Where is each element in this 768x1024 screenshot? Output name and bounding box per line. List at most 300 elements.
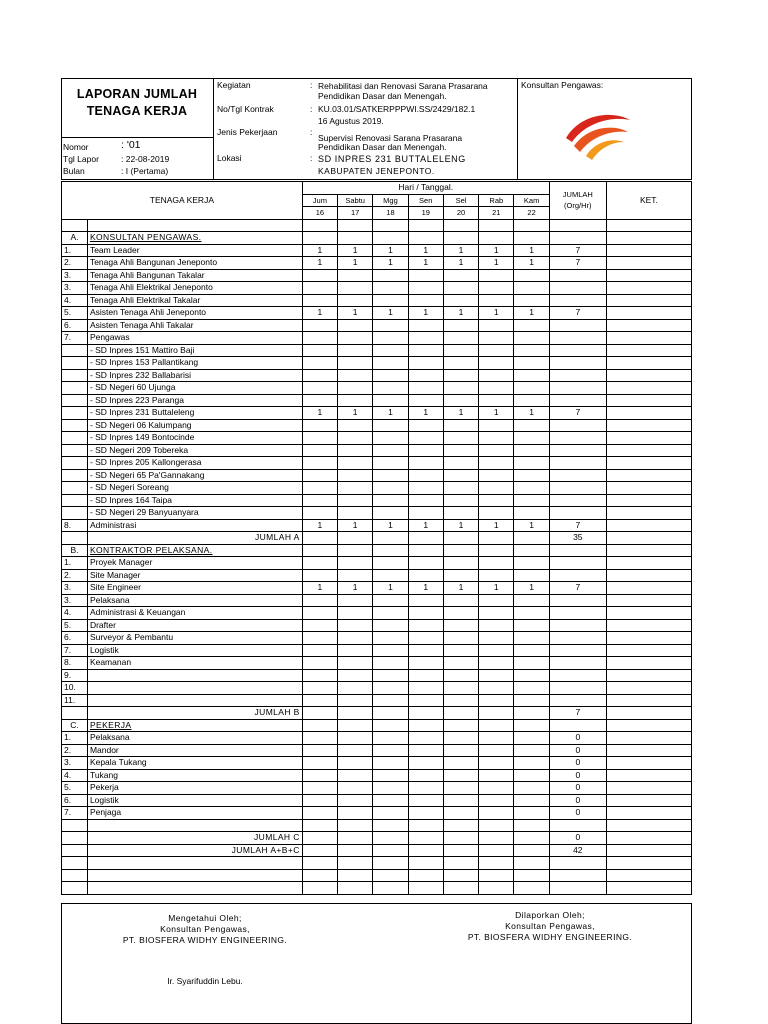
row-number: 4.	[62, 607, 88, 620]
day-cell	[338, 469, 373, 482]
day-cell	[514, 282, 549, 295]
day-cell	[443, 432, 478, 445]
row-label	[87, 219, 302, 232]
ket-cell	[606, 544, 691, 557]
total-value: 42	[549, 844, 606, 857]
day-cell: 1	[373, 257, 408, 270]
day-cell	[338, 432, 373, 445]
row-number	[62, 832, 88, 845]
day-cell: 1	[302, 582, 337, 595]
day-cell	[302, 869, 337, 882]
section-row	[62, 232, 692, 245]
ket-cell	[606, 394, 691, 407]
day-cell	[338, 832, 373, 845]
day-cell	[514, 857, 549, 870]
day-cell	[479, 694, 514, 707]
day-cell	[408, 819, 443, 832]
row-label: Administrasi	[87, 519, 302, 532]
day-cell	[302, 757, 337, 770]
day-header: Kam	[514, 194, 549, 207]
kegiatan-value-1: Rehabilitasi dan Renovasi Sarana Prasarana	[318, 81, 488, 91]
day-cell	[514, 882, 549, 895]
day-cell	[443, 632, 478, 645]
day-cell	[408, 794, 443, 807]
day-header: Rab	[479, 194, 514, 207]
day-cell	[373, 619, 408, 632]
row-number	[62, 494, 88, 507]
kontrak-value-2: 16 Agustus 2019.	[318, 116, 384, 126]
day-cell	[302, 507, 337, 520]
total-value: 0	[549, 832, 606, 845]
day-cell	[338, 269, 373, 282]
jumlah-cell	[549, 694, 606, 707]
day-cell	[514, 219, 549, 232]
row-label: Tenaga Ahli Elektrikal Takalar	[87, 294, 302, 307]
row-number: 5.	[62, 619, 88, 632]
day-cell	[514, 657, 549, 670]
jumlah-cell	[549, 319, 606, 332]
ket-cell	[606, 719, 691, 732]
day-cell	[514, 469, 549, 482]
row-label: Logistik	[87, 794, 302, 807]
day-cell	[302, 744, 337, 757]
total-row	[62, 832, 692, 845]
row-number: 7.	[62, 644, 88, 657]
day-cell	[443, 457, 478, 470]
day-cell	[479, 232, 514, 245]
day-cell	[408, 544, 443, 557]
day-cell	[338, 669, 373, 682]
day-cell	[514, 694, 549, 707]
ket-cell	[606, 769, 691, 782]
jumlah-cell: 0	[549, 794, 606, 807]
row-number: 3.	[62, 269, 88, 282]
row-number	[62, 819, 88, 832]
day-cell	[302, 382, 337, 395]
row-label: - SD Inpres 153 Pallantikang	[87, 357, 302, 370]
day-cell	[302, 282, 337, 295]
day-cell	[338, 657, 373, 670]
day-cell	[443, 507, 478, 520]
ket-cell	[606, 419, 691, 432]
day-cell	[443, 844, 478, 857]
row-label	[87, 682, 302, 695]
day-cell	[479, 619, 514, 632]
day-cell	[373, 319, 408, 332]
day-cell	[408, 432, 443, 445]
ket-cell	[606, 744, 691, 757]
row-label: Surveyor & Pembantu	[87, 632, 302, 645]
row-label: Pekerja	[87, 782, 302, 795]
day-cell	[514, 507, 549, 520]
day-cell	[443, 494, 478, 507]
day-header: Sabtu	[338, 194, 373, 207]
day-cell	[514, 332, 549, 345]
ket-cell	[606, 519, 691, 532]
row-number: 2.	[62, 744, 88, 757]
day-cell	[373, 394, 408, 407]
day-cell	[338, 332, 373, 345]
date-header: 21	[479, 207, 514, 220]
table-row	[62, 494, 692, 507]
row-number	[62, 219, 88, 232]
jumlah-cell	[549, 669, 606, 682]
jumlah-cell	[549, 369, 606, 382]
day-cell	[373, 882, 408, 895]
day-cell	[338, 569, 373, 582]
table-row	[62, 382, 692, 395]
total-value: 7	[549, 707, 606, 720]
day-cell	[443, 782, 478, 795]
row-number: 7.	[62, 807, 88, 820]
day-cell	[302, 369, 337, 382]
day-cell	[514, 744, 549, 757]
row-label	[87, 694, 302, 707]
ket-cell	[606, 582, 691, 595]
ket-cell	[606, 482, 691, 495]
jumlah-cell	[549, 682, 606, 695]
day-cell: 1	[408, 582, 443, 595]
table-row	[62, 857, 692, 870]
day-cell	[373, 469, 408, 482]
total-label: JUMLAH C	[87, 832, 302, 845]
ket-cell	[606, 882, 691, 895]
day-cell	[514, 832, 549, 845]
row-label: Administrasi & Keuangan	[87, 607, 302, 620]
day-cell	[408, 444, 443, 457]
day-cell	[302, 882, 337, 895]
day-cell	[408, 394, 443, 407]
day-cell: 1	[479, 307, 514, 320]
jumlah-cell	[549, 357, 606, 370]
day-cell	[408, 419, 443, 432]
day-cell: 1	[443, 407, 478, 420]
row-number: 6.	[62, 632, 88, 645]
day-cell	[373, 457, 408, 470]
row-label: Tenaga Ahli Bangunan Jeneponto	[87, 257, 302, 270]
row-label: Team Leader	[87, 244, 302, 257]
jenis-value-2: Pendidikan Dasar dan Menengah.	[318, 142, 447, 152]
row-number	[62, 369, 88, 382]
day-cell	[514, 457, 549, 470]
day-cell	[338, 419, 373, 432]
row-label: - SD Inpres 223 Paranga	[87, 394, 302, 407]
lokasi-value-2: KABUPATEN JENEPONTO.	[318, 166, 435, 176]
jumlah-cell: 0	[549, 757, 606, 770]
row-label: - SD Inpres 231 Buttaleleng	[87, 407, 302, 420]
row-number: 1.	[62, 244, 88, 257]
day-cell	[479, 432, 514, 445]
day-cell: 1	[338, 519, 373, 532]
table-row	[62, 669, 692, 682]
row-number: 6.	[62, 794, 88, 807]
day-cell	[479, 507, 514, 520]
day-cell	[302, 419, 337, 432]
nomor-value: : '01	[121, 139, 141, 151]
ket-cell	[606, 244, 691, 257]
table-row	[62, 469, 692, 482]
day-cell: 1	[479, 257, 514, 270]
row-number: 11.	[62, 694, 88, 707]
day-cell	[479, 344, 514, 357]
section-row	[62, 719, 692, 732]
day-cell	[514, 569, 549, 582]
day-cell	[408, 482, 443, 495]
day-cell	[408, 769, 443, 782]
row-number: 3.	[62, 757, 88, 770]
day-cell	[479, 632, 514, 645]
day-cell	[338, 344, 373, 357]
day-cell	[514, 544, 549, 557]
table-row	[62, 769, 692, 782]
day-cell	[443, 469, 478, 482]
day-cell	[514, 619, 549, 632]
tgl-lapor-label: Tgl Lapor	[63, 154, 99, 164]
colon: :	[310, 80, 313, 90]
row-number: 8.	[62, 657, 88, 670]
total-row	[62, 707, 692, 720]
day-cell	[373, 807, 408, 820]
day-cell	[338, 319, 373, 332]
day-cell	[443, 282, 478, 295]
jumlah-cell	[549, 657, 606, 670]
section-letter: C.	[62, 719, 88, 732]
row-label	[87, 882, 302, 895]
day-cell	[338, 457, 373, 470]
day-cell: 1	[373, 407, 408, 420]
total-row	[62, 532, 692, 545]
day-cell	[479, 369, 514, 382]
row-number	[62, 882, 88, 895]
day-cell	[338, 707, 373, 720]
table-row	[62, 394, 692, 407]
date-header: 19	[408, 207, 443, 220]
day-cell: 1	[373, 244, 408, 257]
table-row	[62, 632, 692, 645]
day-cell	[443, 532, 478, 545]
day-cell	[338, 807, 373, 820]
ket-cell	[606, 869, 691, 882]
table-row	[62, 519, 692, 532]
row-label: Proyek Manager	[87, 557, 302, 570]
jumlah-cell	[549, 282, 606, 295]
kegiatan-value-2: Pendidikan Dasar dan Menengah.	[318, 91, 447, 101]
day-cell	[338, 619, 373, 632]
day-cell	[514, 319, 549, 332]
row-label: - SD Negeri 60 Ujunga	[87, 382, 302, 395]
day-cell	[302, 819, 337, 832]
day-cell	[443, 419, 478, 432]
day-cell	[514, 444, 549, 457]
col-jumlah	[549, 182, 606, 220]
day-cell	[338, 219, 373, 232]
table-row	[62, 419, 692, 432]
row-number: 4.	[62, 294, 88, 307]
row-number	[62, 532, 88, 545]
day-header: Sen	[408, 194, 443, 207]
row-number	[62, 357, 88, 370]
ket-cell	[606, 669, 691, 682]
table-row	[62, 732, 692, 745]
col-jumlah-unit: (Org/Hr)	[564, 201, 592, 211]
day-cell: 1	[302, 244, 337, 257]
day-cell	[443, 757, 478, 770]
day-cell	[302, 344, 337, 357]
day-cell	[514, 794, 549, 807]
day-cell	[479, 744, 514, 757]
day-cell	[514, 682, 549, 695]
day-cell	[443, 557, 478, 570]
row-number: 1.	[62, 557, 88, 570]
day-cell	[408, 507, 443, 520]
company-logo	[560, 108, 634, 164]
jumlah-cell	[549, 494, 606, 507]
day-cell	[479, 482, 514, 495]
jumlah-cell	[549, 269, 606, 282]
jumlah-cell	[549, 869, 606, 882]
row-label: Tukang	[87, 769, 302, 782]
day-cell	[408, 669, 443, 682]
day-cell	[479, 857, 514, 870]
table-row	[62, 657, 692, 670]
day-cell: 1	[302, 519, 337, 532]
day-cell	[514, 819, 549, 832]
row-label: Site Engineer	[87, 582, 302, 595]
day-cell	[408, 282, 443, 295]
table-row	[62, 407, 692, 420]
row-number: 3.	[62, 594, 88, 607]
day-cell	[479, 869, 514, 882]
day-cell	[338, 444, 373, 457]
day-cell	[408, 844, 443, 857]
total-label: JUMLAH B	[87, 707, 302, 720]
day-cell: 1	[338, 244, 373, 257]
day-cell	[338, 544, 373, 557]
day-cell	[408, 232, 443, 245]
day-cell	[302, 332, 337, 345]
day-cell: 1	[338, 307, 373, 320]
day-cell	[338, 282, 373, 295]
row-label: Pengawas	[87, 332, 302, 345]
day-cell	[373, 844, 408, 857]
day-cell	[373, 282, 408, 295]
day-cell	[514, 482, 549, 495]
ket-cell	[606, 257, 691, 270]
col-ket: KET.	[606, 182, 691, 220]
day-cell	[338, 369, 373, 382]
day-cell	[514, 719, 549, 732]
jumlah-cell	[549, 544, 606, 557]
row-label	[87, 857, 302, 870]
day-cell	[479, 219, 514, 232]
day-cell: 1	[443, 582, 478, 595]
row-label: - SD Negeri 29 Banyuanyara	[87, 507, 302, 520]
day-cell	[302, 832, 337, 845]
row-label: - SD Inpres 232 Ballabarisi	[87, 369, 302, 382]
day-header: Sel	[443, 194, 478, 207]
day-cell: 1	[479, 519, 514, 532]
ket-cell	[606, 782, 691, 795]
ket-cell	[606, 507, 691, 520]
table-row	[62, 557, 692, 570]
day-cell	[338, 482, 373, 495]
day-cell	[479, 819, 514, 832]
day-cell	[302, 807, 337, 820]
colon: :	[310, 153, 313, 163]
day-cell	[408, 569, 443, 582]
day-cell	[302, 682, 337, 695]
jumlah-cell: 7	[549, 519, 606, 532]
date-header: 22	[514, 207, 549, 220]
day-cell	[443, 344, 478, 357]
day-cell	[479, 669, 514, 682]
day-cell	[514, 232, 549, 245]
day-cell: 1	[514, 407, 549, 420]
day-cell	[302, 457, 337, 470]
day-cell	[479, 682, 514, 695]
jumlah-cell: 7	[549, 244, 606, 257]
section-letter: B.	[62, 544, 88, 557]
day-cell: 1	[514, 307, 549, 320]
table-row	[62, 819, 692, 832]
day-cell	[373, 569, 408, 582]
day-cell: 1	[514, 244, 549, 257]
jumlah-cell	[549, 607, 606, 620]
day-cell	[514, 669, 549, 682]
day-cell	[443, 319, 478, 332]
day-cell	[373, 357, 408, 370]
day-cell: 1	[514, 257, 549, 270]
day-cell	[373, 532, 408, 545]
ket-cell	[606, 407, 691, 420]
day-cell	[514, 769, 549, 782]
row-label	[87, 819, 302, 832]
table-row	[62, 257, 692, 270]
jumlah-cell	[549, 569, 606, 582]
jumlah-cell	[549, 557, 606, 570]
jumlah-cell: 7	[549, 582, 606, 595]
report-title: LAPORAN JUMLAH TENAGA KERJA	[76, 87, 198, 118]
row-number	[62, 482, 88, 495]
day-cell	[408, 857, 443, 870]
footer-left: Mengetahui Oleh; Konsultan Pengawas, PT. BIOSFERA WIDHY ENGINEERING.	[122, 913, 288, 945]
day-cell	[408, 607, 443, 620]
ket-cell	[606, 807, 691, 820]
jumlah-cell	[549, 594, 606, 607]
bulan-value: : I (Pertama)	[121, 166, 169, 176]
ket-cell	[606, 232, 691, 245]
day-cell	[443, 819, 478, 832]
day-cell	[408, 469, 443, 482]
day-cell	[373, 744, 408, 757]
day-cell	[302, 619, 337, 632]
jumlah-cell	[549, 882, 606, 895]
table-row	[62, 307, 692, 320]
day-cell: 1	[302, 407, 337, 420]
day-cell	[408, 294, 443, 307]
day-cell	[302, 219, 337, 232]
day-cell	[373, 644, 408, 657]
day-cell	[408, 382, 443, 395]
day-cell	[408, 269, 443, 282]
row-number: 8.	[62, 519, 88, 532]
day-cell	[338, 757, 373, 770]
day-cell	[373, 594, 408, 607]
day-cell	[479, 882, 514, 895]
day-cell	[373, 419, 408, 432]
section-title: KONSULTAN PENGAWAS.	[87, 232, 302, 245]
date-header: 20	[443, 207, 478, 220]
